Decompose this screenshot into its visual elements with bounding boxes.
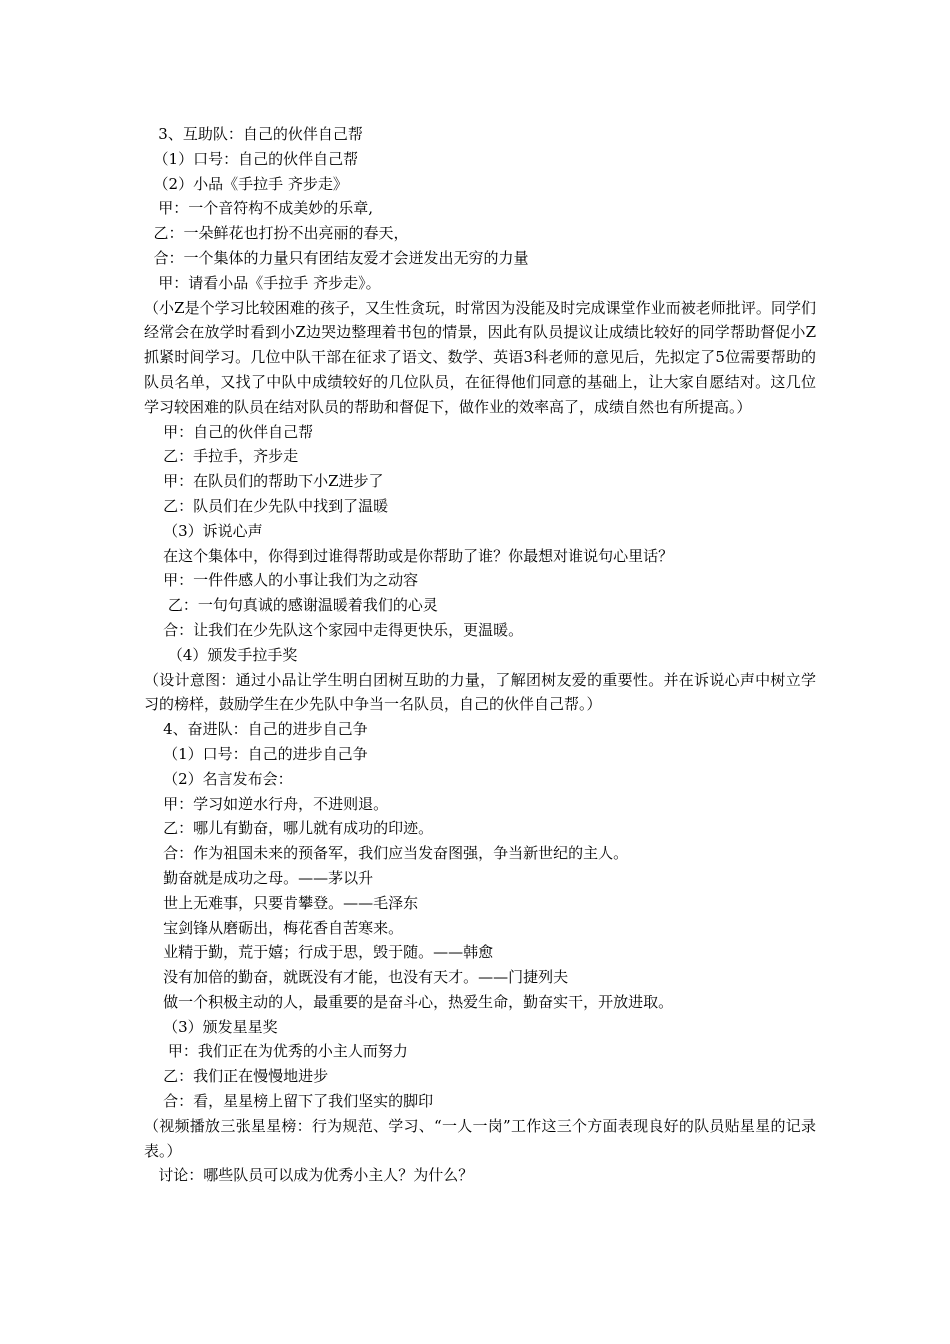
text-line: 甲：我们正在为优秀的小主人而努力 <box>144 1042 408 1061</box>
text-line: 甲：请看小品《手拉手 齐步走》。 <box>144 273 381 292</box>
paragraph: （视频播放三张星星榜：行为规范、学习、“一人一岗”工作这三个方面表现良好的队员贴星星的记录表。） <box>144 1116 816 1160</box>
text-line: 甲：学习如逆水行舟，不进则退。 <box>144 794 389 813</box>
text-line: （4）颁发手拉手奖 <box>144 645 298 664</box>
text-line: 世上无难事，只要肯攀登。——毛泽东 <box>144 893 419 912</box>
text-line: 宝剑锋从磨砺出，梅花香自苦寒来。 <box>144 918 404 937</box>
text-line: 没有加倍的勤奋，就既没有才能，也没有天才。——门捷列夫 <box>144 968 569 987</box>
text-line: 合：让我们在少先队这个家园中走得更快乐，更温暖。 <box>144 620 524 639</box>
text-line: （3）颁发星星奖 <box>144 1017 278 1036</box>
text-line: （2）小品《手拉手 齐步走》 <box>144 174 348 193</box>
text-line: 甲：一个音符构不成美妙的乐章, <box>144 199 374 218</box>
text-line: 3、互助队：自己的伙伴自己帮 <box>144 125 363 143</box>
text-line: 乙：一朵鲜花也打扮不出亮丽的春天， <box>144 224 409 243</box>
text-line: 勤奋就是成功之母。——茅以升 <box>144 868 374 887</box>
paragraph: （设计意图：通过小品让学生明白团树互助的力量，了解团树友爱的重要性。并在诉说心声中树立学习的榜样，鼓励学生在少先队中争当一名队员，自己的伙伴自己帮。） <box>144 670 816 714</box>
text-line: 乙：哪儿有勤奋，哪儿就有成功的印迹。 <box>144 819 434 838</box>
text-line: 业精于勤，荒于嬉；行成于思，毁于随。——韩愈 <box>144 943 494 962</box>
text-line: 合：看，星星榜上留下了我们坚实的脚印 <box>144 1092 434 1111</box>
text-line: 甲：自己的伙伴自己帮 <box>144 422 314 441</box>
text-line: 乙：一句句真诚的感谢温暖着我们的心灵 <box>144 596 438 615</box>
document-body <box>144 122 816 1188</box>
text-line: 4、奋进队：自己的进步自己争 <box>144 720 368 739</box>
text-line: 在这个集体中，你得到过谁得帮助或是你帮助了谁？你最想对谁说句心里话？ <box>144 546 674 565</box>
text-line: 乙：我们正在慢慢地进步 <box>144 1067 329 1086</box>
text-line: 讨论：哪些队员可以成为优秀小主人？为什么？ <box>144 1166 474 1185</box>
text-line: 乙：手拉手，齐步走 <box>144 447 299 466</box>
text-line: 乙：队员们在少先队中找到了温暖 <box>144 496 389 515</box>
text-line: （2）名言发布会： <box>144 769 293 788</box>
text-line: （1）口号：自己的伙伴自己帮 <box>144 149 359 168</box>
text-line: （1）口号：自己的进步自己争 <box>144 744 368 763</box>
text-line: 合：作为祖国未来的预备军，我们应当发奋图强，争当新世纪的主人。 <box>144 844 629 863</box>
text-line: 做一个积极主动的人，最重要的是奋斗心，热爱生命，勤奋实干，开放进取。 <box>144 992 674 1011</box>
text-line: 甲：一件件感人的小事让我们为之动容 <box>144 571 419 590</box>
paragraph: （小Z是个学习比较困难的孩子，又生性贪玩，时常因为没能及时完成课堂作业而被老师批评。同学们经常会在放学时看到小Z边哭边整理着书包的情景，因此有队员提议让成绩比较好的同学帮助督促小Z抓紧时间学习。几位中队干部在征求了语文、数学、英语3科老师的意见后，先拟定了5位需要帮助的队员名单，又找了中队中成绩较好的几位队员，在征得他们同意的基础上，让大家自愿结对。这几位学习较困难的队员在结对队员的帮助和督促下，做作业的效率高了，成绩自然也有所提高。） <box>144 298 816 416</box>
text-line: 合：一个集体的力量只有团结友爱才会迸发出无穷的力量 <box>144 248 529 267</box>
text-line: 甲：在队员们的帮助下小Z进步了 <box>144 472 384 491</box>
text-line: （3）诉说心声 <box>144 521 263 540</box>
